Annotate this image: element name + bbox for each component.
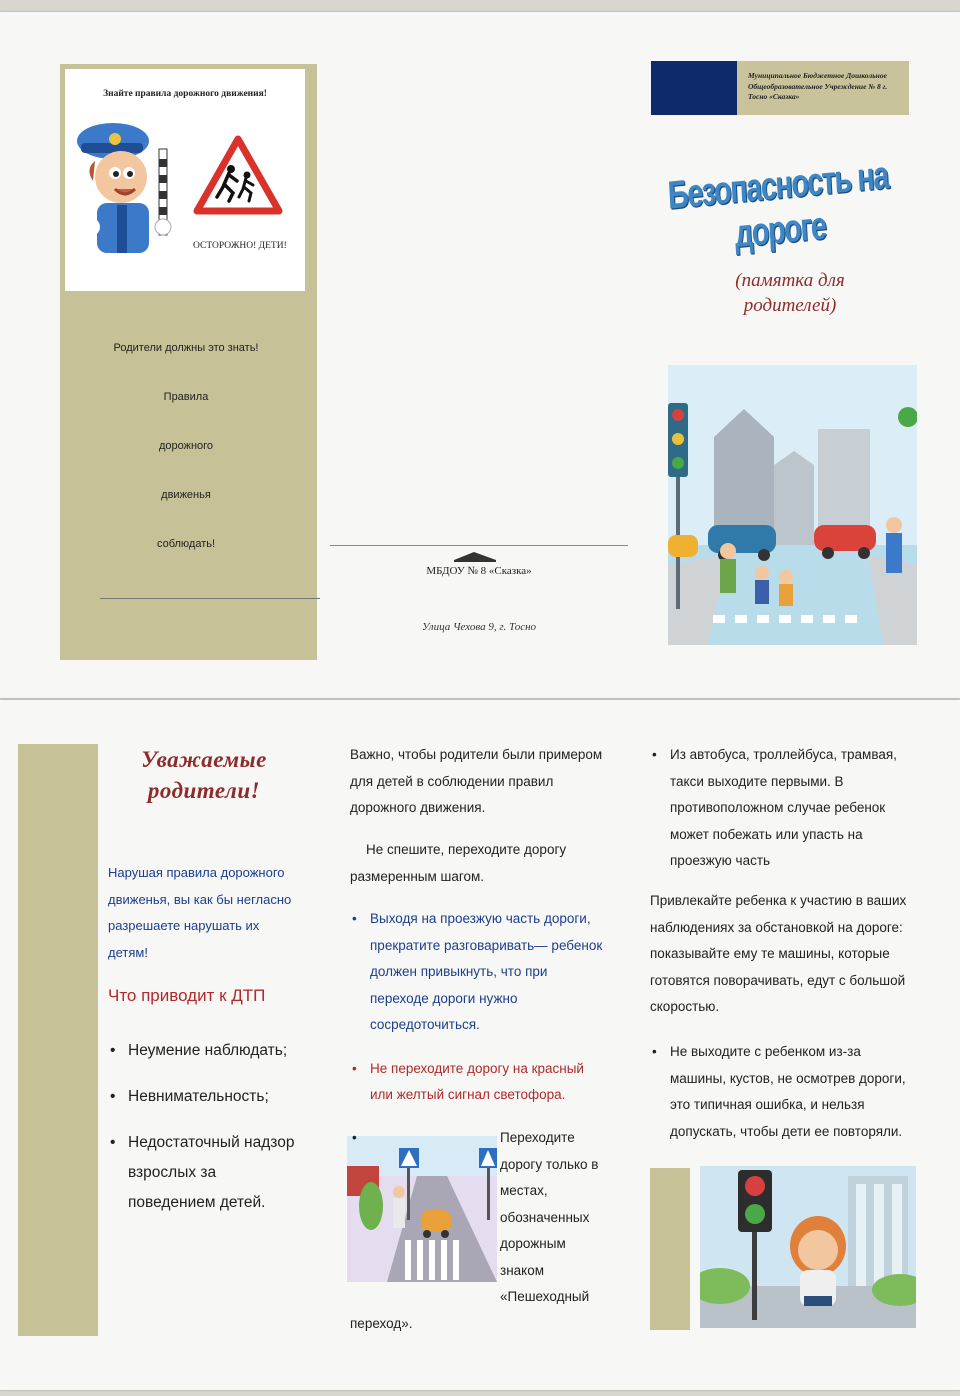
traffic-light-girl-illustration xyxy=(700,1166,916,1328)
col2-para2: Не спешите, переходите дорогу размеренным шагом. xyxy=(350,842,567,884)
brochure-inner-side xyxy=(0,700,960,1390)
verse-line-1: Родители должны это знать! xyxy=(113,342,259,354)
image-wrap-spacer xyxy=(350,1125,500,1285)
left-panel-divider xyxy=(100,598,320,599)
col2-list xyxy=(350,906,608,1109)
col2-para1: Важно, чтобы родители были примером для детей в соблюдении правил дорожного движения. xyxy=(350,747,603,815)
col2-bullet-2: • Не переходите дорогу на красный или желтый сигнал светофора. xyxy=(350,1056,608,1109)
col3-list-bottom xyxy=(650,1039,912,1145)
brochure-outer-side xyxy=(0,12,960,698)
children-warning-sign-icon xyxy=(193,135,283,215)
col2-bullet-3-text: Переходите дорогу только в местах, обозначенных дорожным знаком «Пешеходный переход». xyxy=(350,1130,599,1331)
card-caption: Знайте правила дорожного движения! xyxy=(103,89,267,99)
col1-intro: Нарушая правила дорожного движенья, вы как бы негласно разрешаете нарушать их детям! xyxy=(108,865,292,960)
org-banner xyxy=(651,61,909,115)
greeting-heading: Уважаемые родители! xyxy=(141,747,267,803)
left-panel-verse xyxy=(60,324,312,569)
verse-line-4: движенья xyxy=(161,489,211,501)
address: Улица Чехова 9, г. Тосно xyxy=(421,621,537,633)
middle-divider xyxy=(330,545,628,546)
col3-side-stripe xyxy=(650,1168,690,1330)
brochure-subtitle: (памятка для родителей) xyxy=(735,270,845,316)
col3-bullet-1: • Из автобуса, троллейбуса, трамвая, такси выходите первыми. В противоположном случае ребенок может побежать или упасть на проезжую часть xyxy=(650,742,912,875)
col1-side-stripe xyxy=(18,744,98,1336)
col2-wrapped-list xyxy=(350,1125,608,1337)
col3-para: Привлекайте ребенка к участию в ваших наблюдениях за обстановкой на дороге: показывайте ему те машины, которые готовятся поворачивать, едут с большой скоростью. xyxy=(650,893,907,1014)
cause-item-2: • Невнимательность; xyxy=(108,1082,302,1112)
col2-bullet-1: • Выходя на проезжую часть дороги, прекратите разговаривать— ребенок должен привыкнуть, что при переходе дороги нужно сосредоточиться. xyxy=(350,906,608,1039)
col3-bullet-2: • Не выходите с ребенком из-за машины, кустов, не осмотрев дороги, это типичная ошибка, и нельзя допускать, чтобы дети ее повторяли. xyxy=(650,1039,912,1145)
verse-line-2: Правила xyxy=(163,391,209,403)
verse-line-5: соблюдать! xyxy=(156,538,216,550)
col1-subheading: Что приводит к ДТП xyxy=(108,986,266,1005)
org-banner-navy-block xyxy=(651,61,737,115)
policeman-boy-illustration xyxy=(75,109,185,259)
warning-caption: ОСТОРОЖНО! ДЕТИ! xyxy=(193,241,287,251)
cause-item-1: • Неумение наблюдать; xyxy=(108,1036,302,1066)
col3-list-top xyxy=(650,742,912,875)
dtp-causes-list xyxy=(108,1036,302,1218)
verse-line-3: дорожного xyxy=(158,440,214,452)
brochure-title: Безопасность на дороге xyxy=(666,154,889,257)
warning-card xyxy=(65,69,305,291)
crosswalk-illustration xyxy=(668,365,917,645)
org-short-name: МБДОУ № 8 «Сказка» xyxy=(426,565,532,577)
cause-item-3: • Недостаточный надзор взрослых за поведением детей. xyxy=(108,1128,302,1218)
org-full-name: Муниципальное Бюджетное Дошкольное Общеобразовательное Учреждение № 8 г. Тосно «Сказка» xyxy=(748,71,888,101)
col2-bullet-3 xyxy=(350,1125,608,1337)
logo-mark-icon xyxy=(454,550,496,562)
